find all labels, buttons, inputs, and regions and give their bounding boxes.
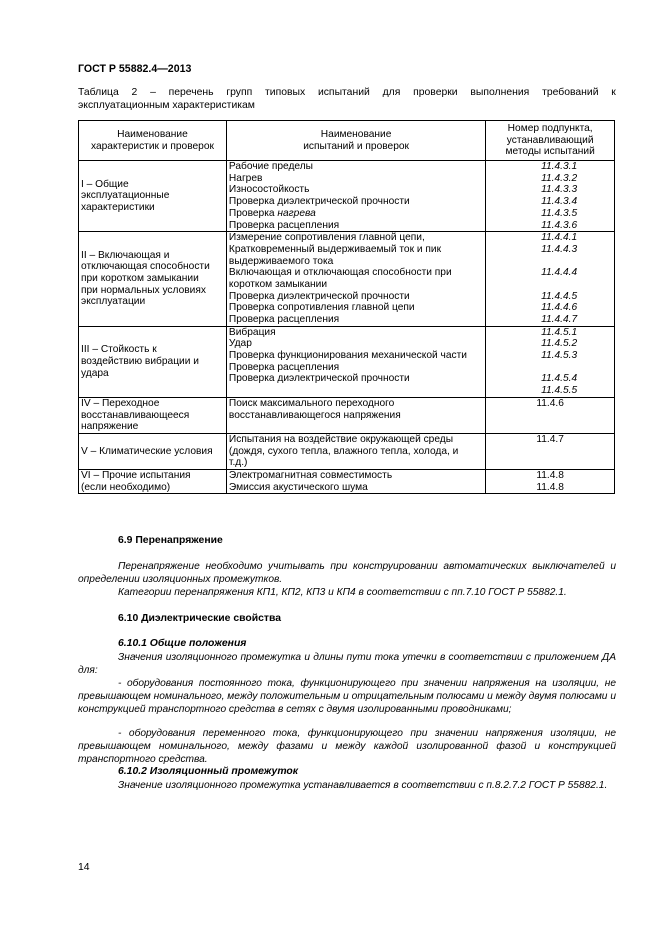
group-numbers: 11.4.3.1 11.4.3.2 11.4.3.3 11.4.3.4 11.4.3.5 11.4.3.6 — [486, 161, 615, 232]
group-tests: Электромагнитная совместимость Эмиссия акустического шума — [226, 469, 485, 493]
table-row — [79, 232, 615, 327]
table-header-row — [79, 121, 615, 161]
section-6-10-heading: 6.10 Диэлектрические свойства — [118, 613, 282, 624]
group-numbers: 11.4.6 — [486, 397, 615, 433]
section-6-9-paragraph-1: Перенапряжение необходимо учитывать при конструировании автоматических выключателей и определении изоляционных промежутков. — [78, 561, 616, 585]
group-tests: Испытания на воздействие окружающей среды (дождя, сухого тепла, влажного тепла, холода, и т.д.) — [226, 433, 485, 469]
header-subclause: Номер подпункта, устанавливающий методы испытаний — [486, 121, 615, 161]
section-6-10-1-paragraph-1: Значения изоляционного промежутка и длины пути тока утечки в соответствии с приложением ДА для: — [78, 652, 616, 676]
table-row — [79, 326, 615, 397]
group-tests: Вибрация Удар Проверка функционирования механической части Проверка расцепления Проверка диэлектрической прочности — [226, 326, 485, 397]
table-caption — [78, 86, 616, 112]
header-characteristics: Наименование характеристик и проверок — [79, 121, 227, 161]
table-row — [79, 469, 615, 493]
section-6-10-2-heading: 6.10.2 Изоляционный промежуток — [118, 766, 299, 777]
table-row — [79, 397, 615, 433]
document-header: ГОСТ Р 55882.4—2013 — [78, 63, 192, 75]
group-numbers: 11.4.4.1 11.4.4.3 11.4.4.4 11.4.4.5 11.4.4.6 11.4.4.7 — [486, 232, 615, 327]
section-6-10-1-paragraph-3: - оборудования переменного тока, функционирующего при значении напряжения изоляции, не превышающем номинального, между фазами и между каждой изолированной фазой и конструкцией транспортного средства. — [78, 728, 616, 765]
table-row — [79, 433, 615, 469]
section-6-10-1-paragraph-2: - оборудования постоянного тока, функционирующего при значении напряжения на изоляции, не превышающем номинального, между положительным и отрицательным полюсами и между двумя полюсами и конструкцией транспортного средства в сетях с двумя изолированными проводниками; — [78, 678, 616, 715]
group-numbers: 11.4.8 11.4.8 — [486, 469, 615, 493]
group-name: I – Общие эксплуатационные характеристики — [79, 161, 227, 232]
section-6-10-1-heading: 6.10.1 Общие положения — [118, 638, 247, 649]
group-name: IV – Переходное восстанавливающееся напряжение — [79, 397, 227, 433]
caption-line-1: Таблица 2 – перечень групп типовых испытаний для проверки выполнения требований к — [78, 87, 616, 98]
group-tests: Измерение сопротивления главной цепи, Кратковременный выдерживаемый ток и пик выдерживаемого тока Включающая и отключающая способности при коротком замыкании Проверка диэлектрической прочности Проверка сопротивления главной цепи Проверка расцепления — [226, 232, 485, 327]
header-tests: Наименование испытаний и проверок — [226, 121, 485, 161]
group-tests: Рабочие пределы Нагрев Износостойкость Проверка диэлектрической прочности Проверка нагрева Проверка расцепления — [226, 161, 485, 232]
group-tests: Поиск максимального переходного восстанавливающегося напряжения — [226, 397, 485, 433]
section-6-9-paragraph-2: Категории перенапряжения КП1, КП2, КП3 и КП4 в соответствии с пп.7.10 ГОСТ Р 55882.1. — [118, 587, 567, 598]
tests-table — [78, 120, 615, 494]
test-item-heating-check: Проверка нагрева — [228, 207, 316, 219]
group-numbers: 11.4.7 — [486, 433, 615, 469]
table-row — [79, 161, 615, 232]
page-number: 14 — [78, 862, 90, 873]
group-numbers: 11.4.5.1 11.4.5.2 11.4.5.3 11.4.5.4 11.4.5.5 — [486, 326, 615, 397]
group-name: II – Включающая и отключающая способности при коротком замыкании при нормальных условиях эксплуатации — [79, 232, 227, 327]
group-name: V – Климатические условия — [79, 433, 227, 469]
section-6-9-heading: 6.9 Перенапряжение — [118, 535, 223, 546]
caption-line-2: эксплуатационным характеристикам — [78, 100, 255, 111]
section-6-10-2-paragraph-1: Значение изоляционного промежутка устанавливается в соответствии с п.8.2.7.2 ГОСТ Р 55882.1. — [118, 780, 608, 791]
group-name: III – Стойкость к воздействию вибрации и удара — [79, 326, 227, 397]
group-name: VI – Прочие испытания (если необходимо) — [79, 469, 227, 493]
